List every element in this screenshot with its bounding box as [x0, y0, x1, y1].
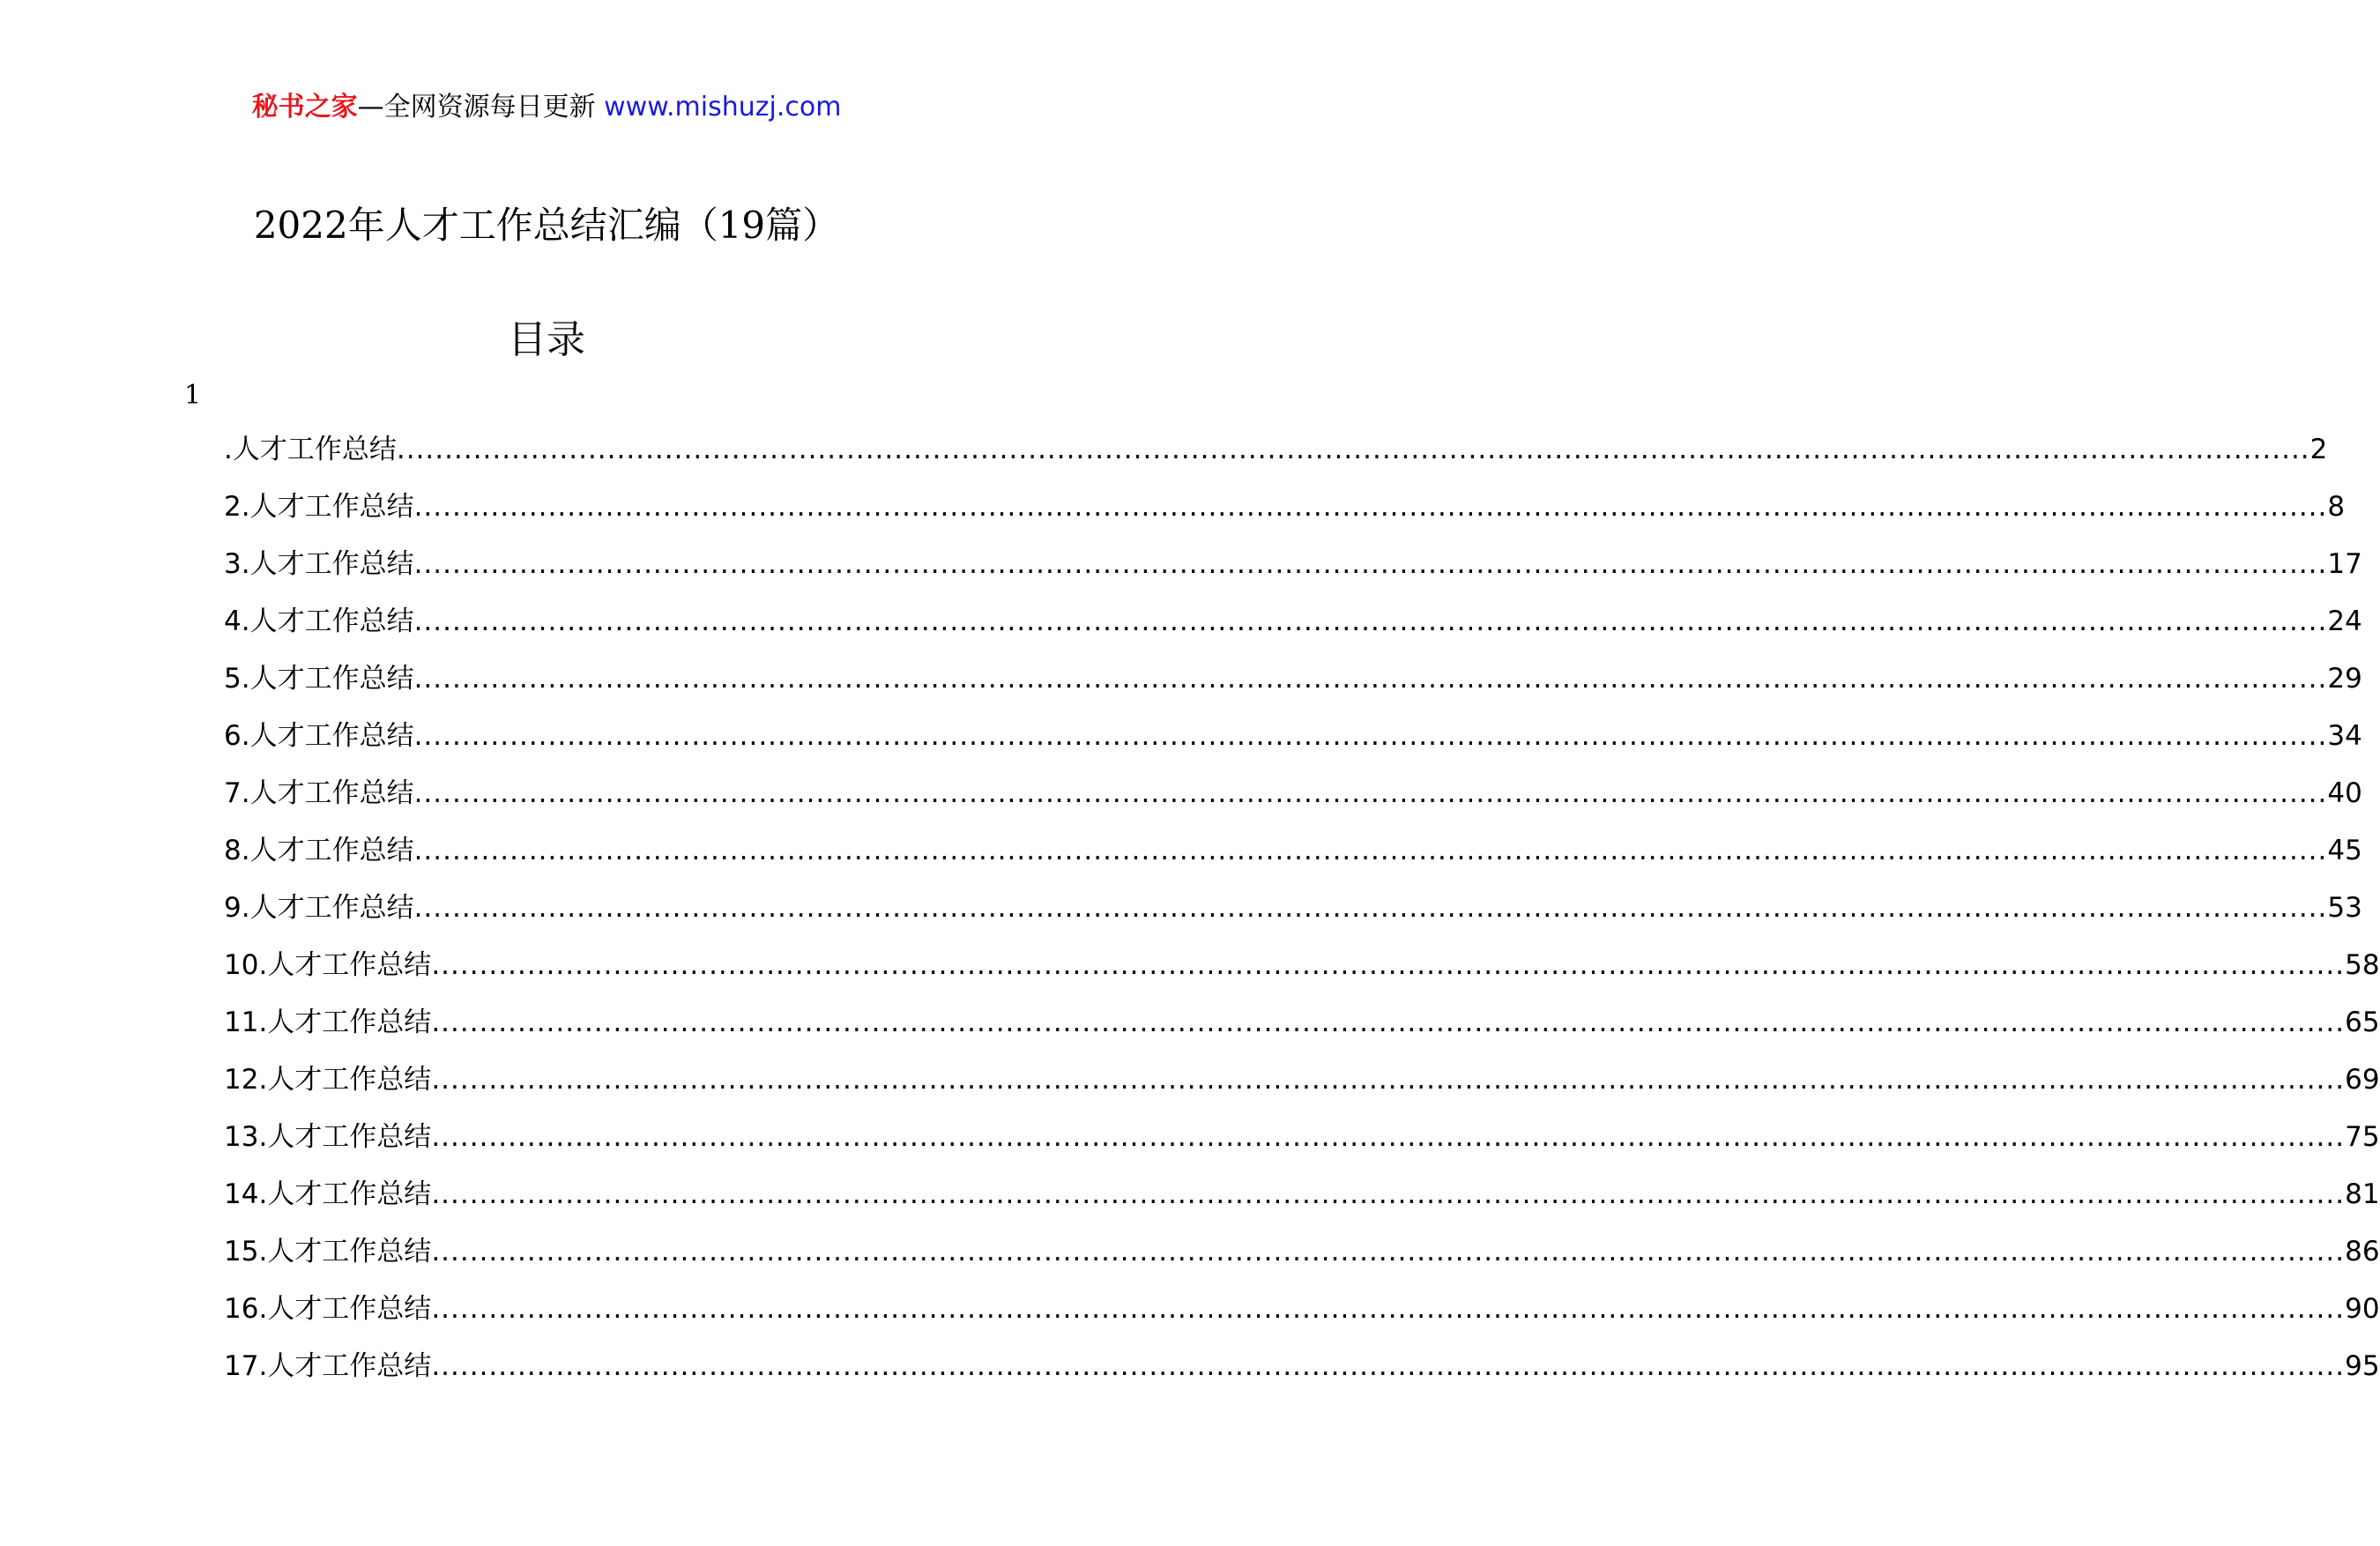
- toc-page-number: 69: [2345, 1064, 2380, 1096]
- toc-entry[interactable]: [224, 776, 2362, 833]
- toc-page-number: 17: [2327, 548, 2362, 580]
- toc-entry[interactable]: [224, 1234, 2380, 1291]
- toc-heading: 目录: [508, 317, 585, 362]
- toc-entry[interactable]: [224, 1291, 2380, 1349]
- toc-dot-leader: ........................................................................................................................................................................................................: [431, 1178, 2346, 1210]
- toc-page-number: 45: [2327, 835, 2362, 866]
- brand-name: 秘书之家: [251, 92, 358, 123]
- toc-dot-leader: ........................................................................................................................................................................................................: [413, 777, 2328, 809]
- toc-page-number: 65: [2345, 1007, 2380, 1038]
- toc-dot-leader: ........................................................................................................................................................................................................: [431, 1007, 2346, 1038]
- toc-entry[interactable]: [224, 1062, 2380, 1119]
- toc-page-number: 40: [2327, 777, 2362, 809]
- toc-entry-title: 5.人才工作总结: [224, 663, 414, 695]
- toc-page-number: 81: [2345, 1178, 2380, 1210]
- toc-dot-leader: ........................................................................................................................................................................................................: [431, 1121, 2346, 1153]
- toc-entry-title: 17.人才工作总结: [224, 1350, 432, 1382]
- toc-entry-title: 9.人才工作总结: [224, 892, 414, 924]
- toc-dot-leader: ........................................................................................................................................................................................................: [413, 491, 2328, 523]
- toc-dot-leader: ........................................................................................................................................................................................................: [431, 949, 2346, 981]
- toc-entry-title: 14.人才工作总结: [224, 1178, 432, 1210]
- toc-entry[interactable]: [224, 833, 2362, 890]
- list-number-marker: 1: [184, 380, 202, 411]
- table-of-contents: [224, 432, 2380, 1406]
- toc-entry-title: 11.人才工作总结: [224, 1007, 432, 1038]
- toc-dot-leader: ........................................................................................................................................................................................................: [413, 892, 2328, 924]
- toc-dot-leader: ........................................................................................................................................................................................................: [413, 835, 2328, 866]
- toc-entry[interactable]: [224, 489, 2346, 546]
- toc-entry[interactable]: [224, 718, 2362, 776]
- toc-page-number: 53: [2327, 892, 2362, 924]
- toc-entry-title: 8.人才工作总结: [224, 835, 414, 866]
- toc-dot-leader: ........................................................................................................................................................................................................: [396, 434, 2310, 465]
- toc-page-number: 8: [2327, 491, 2346, 523]
- toc-dot-leader: ........................................................................................................................................................................................................: [431, 1350, 2346, 1382]
- toc-entry[interactable]: [224, 432, 2328, 489]
- toc-page-number: 29: [2327, 663, 2362, 695]
- toc-dot-leader: ........................................................................................................................................................................................................: [431, 1236, 2346, 1267]
- toc-entry-title: 15.人才工作总结: [224, 1236, 432, 1267]
- toc-entry-title: 3.人才工作总结: [224, 548, 414, 580]
- toc-entry-title: 16.人才工作总结: [224, 1293, 432, 1325]
- toc-page-number: 86: [2345, 1236, 2380, 1267]
- toc-dot-leader: ........................................................................................................................................................................................................: [413, 720, 2328, 752]
- toc-entry-title: 7.人才工作总结: [224, 777, 414, 809]
- toc-page-number: 90: [2345, 1293, 2380, 1325]
- toc-entry[interactable]: [224, 1177, 2380, 1234]
- toc-entry[interactable]: [224, 948, 2380, 1005]
- toc-entry[interactable]: [224, 890, 2362, 948]
- toc-page-number: 75: [2345, 1121, 2380, 1153]
- toc-entry[interactable]: [224, 1005, 2380, 1062]
- toc-page-number: 2: [2309, 434, 2328, 465]
- toc-entry[interactable]: [224, 1119, 2380, 1177]
- toc-entry-title: 6.人才工作总结: [224, 720, 414, 752]
- toc-entry[interactable]: [224, 1349, 2380, 1406]
- toc-entry-title: 2.人才工作总结: [224, 491, 414, 523]
- document-title: 2022年人才工作总结汇编（19篇）: [253, 204, 840, 247]
- toc-page-number: 24: [2327, 606, 2362, 637]
- toc-entry-title: .人才工作总结: [224, 434, 397, 465]
- site-header: [0, 90, 1093, 125]
- site-url-link[interactable]: www.mishuzj.com: [604, 92, 842, 123]
- toc-entry-title: 13.人才工作总结: [224, 1121, 432, 1153]
- toc-dot-leader: ........................................................................................................................................................................................................: [413, 548, 2328, 580]
- toc-dot-leader: ........................................................................................................................................................................................................: [413, 606, 2328, 637]
- toc-dot-leader: ........................................................................................................................................................................................................: [413, 663, 2328, 695]
- toc-dot-leader: ........................................................................................................................................................................................................: [431, 1293, 2346, 1325]
- toc-entry-title: 12.人才工作总结: [224, 1064, 432, 1096]
- toc-entry[interactable]: [224, 661, 2362, 718]
- toc-page-number: 58: [2345, 949, 2380, 981]
- toc-page-number: 95: [2345, 1350, 2380, 1382]
- toc-entry[interactable]: [224, 546, 2362, 604]
- toc-entry[interactable]: [224, 604, 2362, 661]
- header-tagline: —全网资源每日更新: [357, 92, 596, 123]
- toc-entry-title: 10.人才工作总结: [224, 949, 432, 981]
- toc-page-number: 34: [2327, 720, 2362, 752]
- toc-entry-title: 4.人才工作总结: [224, 606, 414, 637]
- toc-dot-leader: ........................................................................................................................................................................................................: [431, 1064, 2346, 1096]
